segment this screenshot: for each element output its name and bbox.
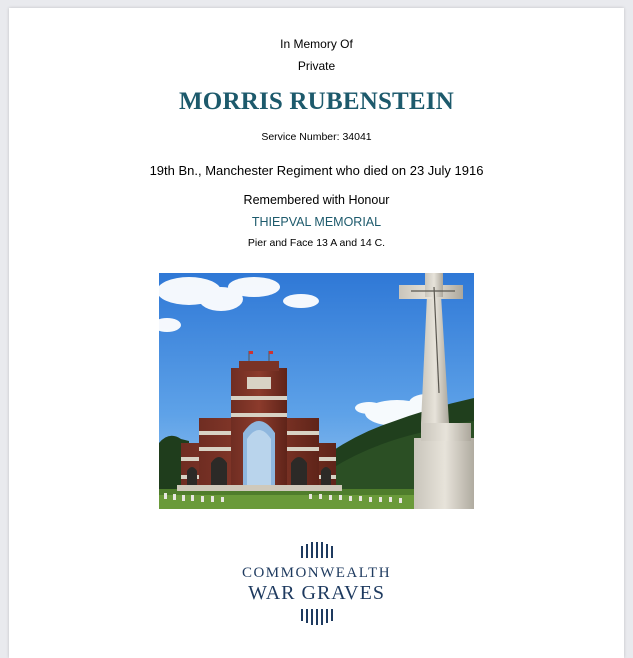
rank-label: Private xyxy=(297,59,336,73)
cwgc-logo xyxy=(9,542,624,625)
logo-line-war-graves: WAR GRAVES xyxy=(248,582,385,604)
memorial-photo xyxy=(159,273,474,509)
remembered-with-honour: Remembered with Honour xyxy=(243,193,390,207)
logo-top-bars-icon xyxy=(9,542,624,558)
memorial-name: THIEPVAL MEMORIAL xyxy=(251,215,382,229)
logo-line-commonwealth: COMMONWEALTH xyxy=(241,565,392,581)
memorial-location: Pier and Face 13 A and 14 C. xyxy=(247,237,386,249)
service-number: Service Number: 34041 xyxy=(261,131,372,143)
soldier-name: MORRIS RUBENSTEIN xyxy=(179,88,454,115)
logo-bottom-bars-icon xyxy=(9,609,624,625)
certificate-page xyxy=(9,8,624,658)
in-memory-heading: In Memory Of xyxy=(280,37,353,51)
unit-and-date: 19th Bn., Manchester Regiment who died on 23 July 1916 xyxy=(149,163,484,178)
